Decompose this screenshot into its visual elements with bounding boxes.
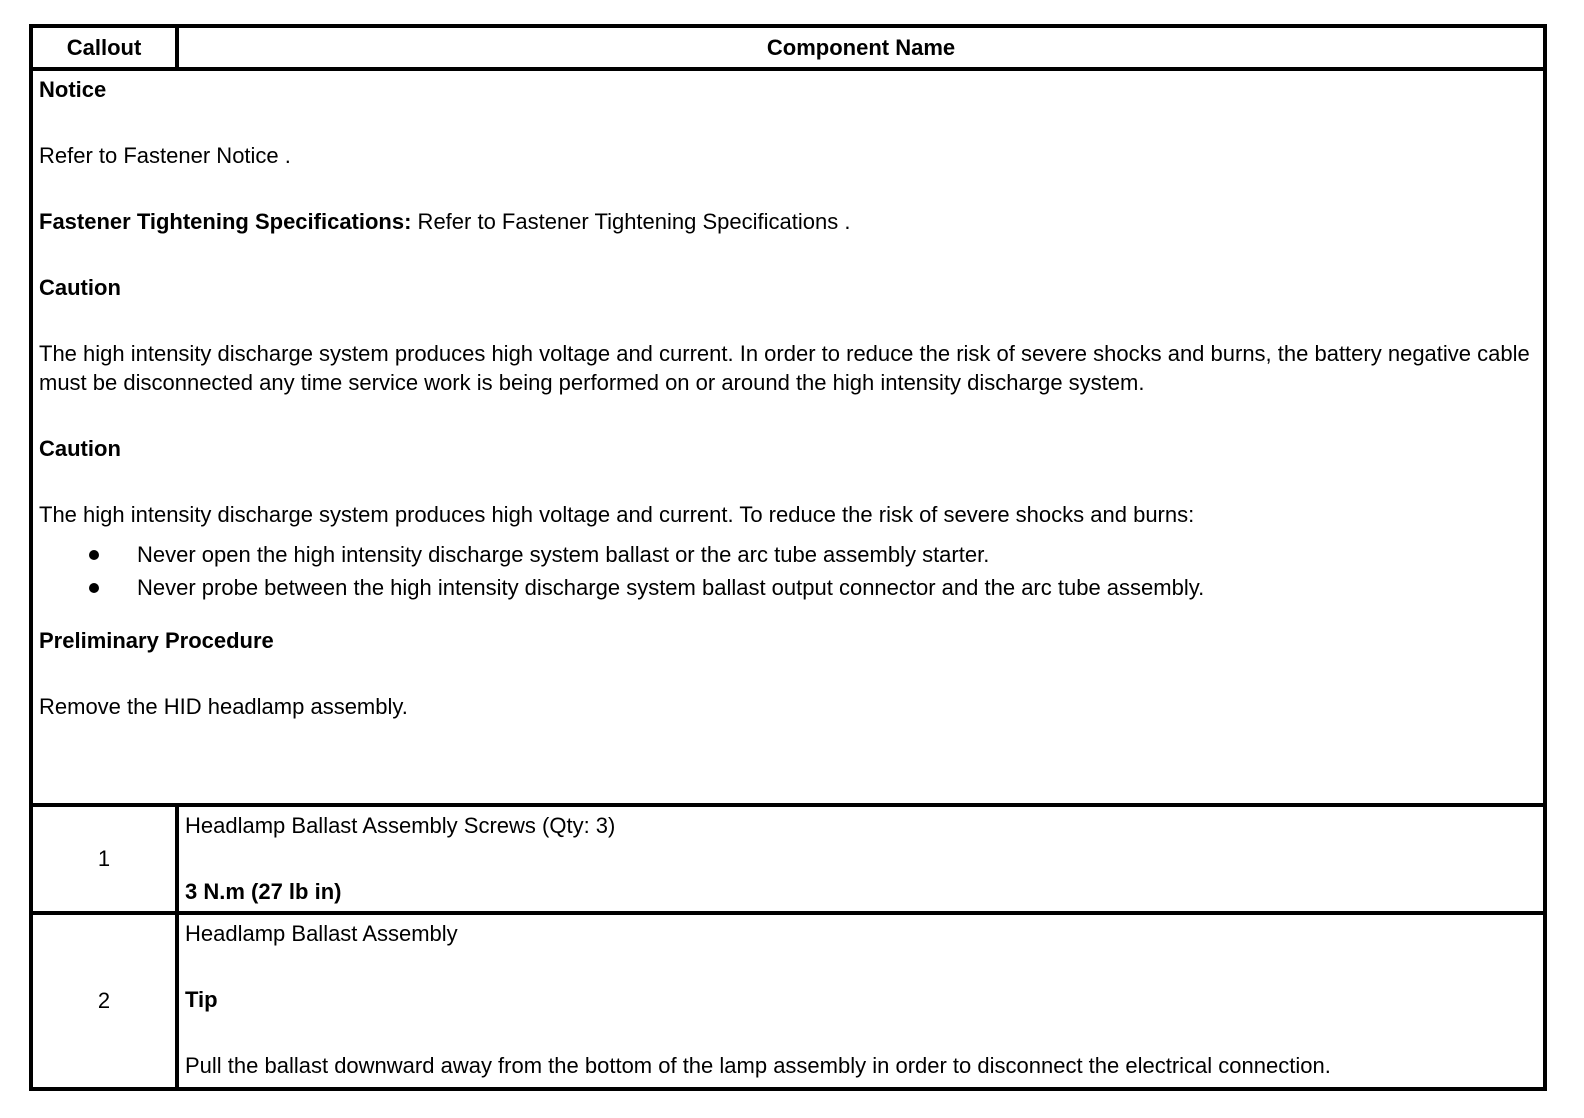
notice-heading: Notice — [39, 77, 107, 102]
caution-text-1: The high intensity discharge system produces high voltage and current. In order to reduce the risk of severe shocks and burns, the battery negative cable must be disconnected any time service work is being performed on or around the high intensity discharge system. — [39, 341, 1530, 395]
caution-heading-2: Caution — [39, 436, 121, 461]
component-name: Headlamp Ballast Assembly — [185, 921, 458, 946]
fastener-spec-label: Fastener Tightening Specifications: — [39, 209, 412, 234]
bullet-icon — [89, 583, 99, 593]
list-item — [39, 538, 1537, 571]
caution-text-2: The high intensity discharge system produces high voltage and current. To reduce the risk of severe shocks and burns: — [39, 502, 1195, 527]
tip-heading: Tip — [185, 987, 218, 1012]
caution-heading-1: Caution — [39, 275, 121, 300]
component-name-header: Component Name — [177, 26, 1545, 69]
intro-row — [31, 69, 1545, 805]
table-header-row — [31, 26, 1545, 69]
callout-table — [29, 24, 1547, 1091]
caution-bullet-list — [39, 538, 1537, 604]
table-row — [31, 913, 1545, 1089]
tip-text: Pull the ballast downward away from the bottom of the lamp assembly in order to disconnect the electrical connection. — [185, 1053, 1331, 1078]
component-cell — [177, 913, 1545, 1089]
fastener-spec-line — [39, 207, 1537, 236]
callout-number: 2 — [31, 913, 177, 1089]
callout-number: 1 — [31, 805, 177, 913]
preliminary-heading: Preliminary Procedure — [39, 628, 274, 653]
table-row — [31, 805, 1545, 913]
bullet-icon — [89, 550, 99, 560]
torque-spec: 3 N.m (27 lb in) — [185, 879, 342, 904]
notice-text: Refer to Fastener Notice . — [39, 143, 291, 168]
list-item — [39, 571, 1537, 604]
component-name: Headlamp Ballast Assembly Screws (Qty: 3) — [185, 813, 616, 838]
component-cell — [177, 805, 1545, 913]
fastener-spec-text: Refer to Fastener Tightening Specifications . — [411, 209, 851, 234]
intro-cell — [31, 69, 1545, 805]
bullet-text: Never open the high intensity discharge system ballast or the arc tube assembly starter. — [137, 542, 990, 567]
callout-header: Callout — [31, 26, 177, 69]
preliminary-text: Remove the HID headlamp assembly. — [39, 694, 408, 719]
bullet-text: Never probe between the high intensity discharge system ballast output connector and the arc tube assembly. — [137, 575, 1205, 600]
